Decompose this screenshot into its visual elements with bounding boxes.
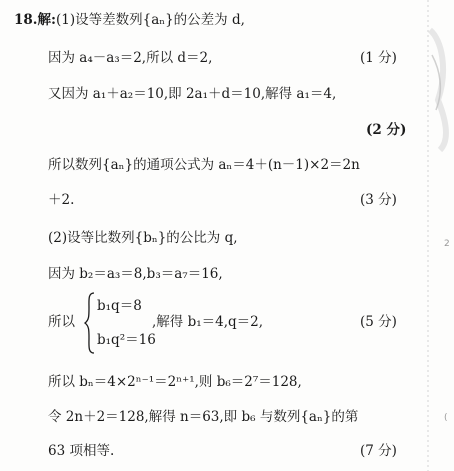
solution-line-11: 63 项相等. (48, 443, 115, 459)
svg-text:2: 2 (444, 239, 450, 249)
system-equation-1: b₁q＝8 (97, 298, 142, 314)
score-1: (1 分) (360, 50, 397, 66)
page-edge-decoration (424, 0, 454, 471)
score-4: (5 分) (360, 314, 397, 330)
solution-line-2: 因为 a₄－a₃＝2,所以 d＝2, (48, 50, 213, 66)
solution-line-10: 令 2n＋2＝128,解得 n＝63,即 b₆ 与数列{aₙ}的第 (48, 409, 359, 425)
score-2: (2 分) (366, 122, 407, 138)
solution-line-9: 所以 bₙ＝4×2ⁿ⁻¹＝2ⁿ⁺¹,则 b₆＝2⁷＝128, (48, 374, 302, 390)
solution-line-3: 又因为 a₁＋a₂＝10,即 2a₁＋d＝10,解得 a₁＝4, (48, 86, 337, 102)
solution-line-8-suffix: ,解得 b₁＝4,q＝2, (152, 314, 264, 330)
solution-line-6: (2)设等比数列{bₙ}的公比为 q, (48, 230, 238, 246)
solution-label: 解: (37, 12, 56, 28)
svg-text:(: ( (444, 413, 448, 423)
score-3: (3 分) (360, 192, 397, 208)
solution-line-8-prefix: 所以 (48, 314, 75, 330)
question-number: 18. (14, 12, 38, 28)
score-5: (7 分) (360, 443, 397, 459)
solution-line-7: 因为 b₂＝a₃＝8,b₃＝a₇＝16, (48, 266, 223, 282)
left-brace-icon (84, 292, 96, 354)
question-header (14, 10, 245, 30)
solution-line-1: (1)设等差数列{aₙ}的公差为 d, (55, 12, 245, 28)
solution-line-4: 所以数列{aₙ}的通项公式为 aₙ＝4＋(n－1)×2＝2n (48, 157, 360, 173)
system-equation-2: b₁q²＝16 (97, 332, 156, 348)
equation-system (84, 292, 154, 354)
solution-line-5: ＋2. (48, 192, 75, 208)
